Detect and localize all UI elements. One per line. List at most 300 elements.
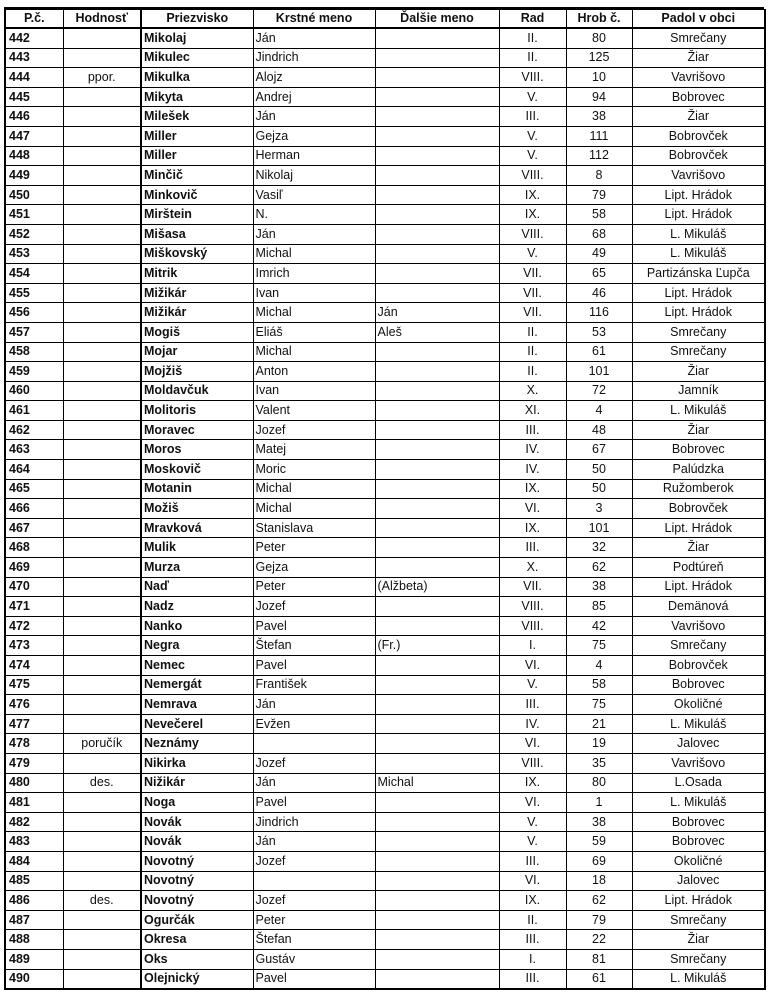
cell-other-name <box>375 616 499 636</box>
cell-row-number: IX. <box>499 891 566 911</box>
cell-village: Lipt. Hrádok <box>632 891 765 911</box>
cell-other-name <box>375 518 499 538</box>
cell-pc: 479 <box>5 753 63 773</box>
cell-other-name <box>375 264 499 284</box>
table-row <box>5 401 765 421</box>
header-first-name: Krstné meno <box>253 10 375 29</box>
table-row <box>5 68 765 88</box>
cell-village: Jalovec <box>632 734 765 754</box>
cell-row-number: VII. <box>499 283 566 303</box>
cell-first-name: Moric <box>253 460 375 480</box>
cell-rank <box>63 48 141 68</box>
cell-first-name: Michal <box>253 303 375 323</box>
cell-pc: 485 <box>5 871 63 891</box>
cell-rank <box>63 871 141 891</box>
cell-grave-number: 42 <box>566 616 632 636</box>
cell-village: Žiar <box>632 420 765 440</box>
cell-pc: 457 <box>5 322 63 342</box>
cell-village: Palúdzka <box>632 460 765 480</box>
table-row <box>5 616 765 636</box>
cell-grave-number: 81 <box>566 949 632 969</box>
cell-village: L. Mikuláš <box>632 401 765 421</box>
cell-surname: Ogurčák <box>141 910 253 930</box>
table-row <box>5 303 765 323</box>
cell-surname: Mikyta <box>141 87 253 107</box>
cell-rank <box>63 342 141 362</box>
cell-rank <box>63 518 141 538</box>
header-grave-number: Hrob č. <box>566 10 632 29</box>
cell-row-number: V. <box>499 126 566 146</box>
table-row <box>5 812 765 832</box>
cell-village: Jamník <box>632 381 765 401</box>
cell-pc: 472 <box>5 616 63 636</box>
cell-grave-number: 61 <box>566 969 632 989</box>
cell-rank <box>63 264 141 284</box>
cell-first-name: Michal <box>253 342 375 362</box>
table-row <box>5 362 765 382</box>
cell-pc: 444 <box>5 68 63 88</box>
cell-other-name <box>375 87 499 107</box>
cell-village: L. Mikuláš <box>632 969 765 989</box>
cell-first-name: Jindrich <box>253 812 375 832</box>
cell-village: Okoličné <box>632 851 765 871</box>
cell-village: Bobrovček <box>632 146 765 166</box>
cell-row-number: III. <box>499 420 566 440</box>
cell-first-name: Michal <box>253 479 375 499</box>
cell-other-name: Aleš <box>375 322 499 342</box>
cell-pc: 448 <box>5 146 63 166</box>
table-row <box>5 930 765 950</box>
cell-pc: 456 <box>5 303 63 323</box>
cell-village: Smrečany <box>632 636 765 656</box>
table-row <box>5 636 765 656</box>
cell-village: Žiar <box>632 538 765 558</box>
cell-pc: 486 <box>5 891 63 911</box>
grave-register-table <box>4 9 766 990</box>
table-row <box>5 969 765 989</box>
cell-rank <box>63 322 141 342</box>
cell-first-name: Gustáv <box>253 949 375 969</box>
cell-other-name <box>375 832 499 852</box>
cell-grave-number: 112 <box>566 146 632 166</box>
cell-rank: des. <box>63 891 141 911</box>
cell-village: Žiar <box>632 930 765 950</box>
cell-surname: Neznámy <box>141 734 253 754</box>
cell-other-name <box>375 420 499 440</box>
cell-surname: Okresa <box>141 930 253 950</box>
cell-other-name <box>375 479 499 499</box>
cell-village: Žiar <box>632 107 765 127</box>
cell-surname: Mitrik <box>141 264 253 284</box>
cell-village: Bobrovec <box>632 812 765 832</box>
table-row <box>5 851 765 871</box>
cell-first-name: Pavel <box>253 656 375 676</box>
table-row <box>5 224 765 244</box>
cell-grave-number: 94 <box>566 87 632 107</box>
cell-rank <box>63 499 141 519</box>
cell-pc: 477 <box>5 714 63 734</box>
cell-row-number: VI. <box>499 499 566 519</box>
cell-first-name: Eliáš <box>253 322 375 342</box>
cell-row-number: VI. <box>499 656 566 676</box>
cell-other-name: Ján <box>375 303 499 323</box>
cell-grave-number: 101 <box>566 518 632 538</box>
cell-pc: 459 <box>5 362 63 382</box>
cell-row-number: II. <box>499 910 566 930</box>
cell-row-number: III. <box>499 851 566 871</box>
cell-surname: Mulik <box>141 538 253 558</box>
cell-other-name <box>375 440 499 460</box>
cell-pc: 445 <box>5 87 63 107</box>
cell-first-name: Evžen <box>253 714 375 734</box>
cell-row-number: VI. <box>499 871 566 891</box>
cell-village: Vavrišovo <box>632 753 765 773</box>
cell-first-name <box>253 734 375 754</box>
table-row <box>5 244 765 264</box>
cell-rank <box>63 362 141 382</box>
cell-row-number: IX. <box>499 479 566 499</box>
table-row <box>5 87 765 107</box>
cell-row-number: IX. <box>499 773 566 793</box>
cell-surname: Mojžiš <box>141 362 253 382</box>
cell-rank <box>63 283 141 303</box>
table-row <box>5 773 765 793</box>
cell-other-name <box>375 753 499 773</box>
cell-rank <box>63 460 141 480</box>
cell-first-name: Ján <box>253 224 375 244</box>
cell-other-name <box>375 656 499 676</box>
cell-first-name: Jozef <box>253 597 375 617</box>
cell-surname: Moros <box>141 440 253 460</box>
cell-first-name <box>253 871 375 891</box>
cell-other-name <box>375 48 499 68</box>
cell-row-number: III. <box>499 969 566 989</box>
cell-pc: 443 <box>5 48 63 68</box>
table-row <box>5 264 765 284</box>
cell-row-number: IX. <box>499 205 566 225</box>
cell-first-name: Gejza <box>253 126 375 146</box>
cell-surname: Mirštein <box>141 205 253 225</box>
cell-row-number: IV. <box>499 714 566 734</box>
table-row <box>5 695 765 715</box>
cell-pc: 453 <box>5 244 63 264</box>
cell-other-name <box>375 283 499 303</box>
cell-other-name <box>375 244 499 264</box>
table-row <box>5 205 765 225</box>
cell-grave-number: 58 <box>566 205 632 225</box>
cell-pc: 484 <box>5 851 63 871</box>
table-row <box>5 753 765 773</box>
cell-village: Žiar <box>632 48 765 68</box>
cell-grave-number: 67 <box>566 440 632 460</box>
table-row <box>5 28 765 48</box>
cell-grave-number: 1 <box>566 793 632 813</box>
cell-first-name: N. <box>253 205 375 225</box>
cell-row-number: V. <box>499 146 566 166</box>
table-row <box>5 675 765 695</box>
cell-pc: 450 <box>5 185 63 205</box>
cell-other-name: (Fr.) <box>375 636 499 656</box>
cell-pc: 480 <box>5 773 63 793</box>
cell-row-number: V. <box>499 675 566 695</box>
cell-pc: 469 <box>5 558 63 578</box>
cell-rank <box>63 420 141 440</box>
cell-pc: 463 <box>5 440 63 460</box>
cell-row-number: V. <box>499 832 566 852</box>
table-row <box>5 107 765 127</box>
cell-row-number: VII. <box>499 577 566 597</box>
cell-first-name: Štefan <box>253 930 375 950</box>
cell-grave-number: 32 <box>566 538 632 558</box>
table-row <box>5 734 765 754</box>
cell-row-number: II. <box>499 322 566 342</box>
table-row <box>5 185 765 205</box>
cell-village: Smrečany <box>632 910 765 930</box>
cell-village: Lipt. Hrádok <box>632 283 765 303</box>
cell-surname: Minčič <box>141 166 253 186</box>
cell-other-name <box>375 734 499 754</box>
cell-surname: Nanko <box>141 616 253 636</box>
cell-rank <box>63 851 141 871</box>
cell-row-number: VIII. <box>499 753 566 773</box>
cell-first-name: Anton <box>253 362 375 382</box>
cell-village: Bobrovec <box>632 832 765 852</box>
table-row <box>5 48 765 68</box>
table-row <box>5 440 765 460</box>
cell-rank <box>63 28 141 48</box>
cell-village: L. Mikuláš <box>632 793 765 813</box>
cell-surname: Miškovský <box>141 244 253 264</box>
cell-grave-number: 59 <box>566 832 632 852</box>
cell-surname: Nemec <box>141 656 253 676</box>
cell-rank <box>63 695 141 715</box>
cell-row-number: V. <box>499 244 566 264</box>
cell-grave-number: 38 <box>566 107 632 127</box>
cell-first-name: Jozef <box>253 420 375 440</box>
cell-pc: 460 <box>5 381 63 401</box>
cell-first-name: Ján <box>253 695 375 715</box>
cell-surname: Murza <box>141 558 253 578</box>
cell-surname: Nižikár <box>141 773 253 793</box>
cell-village: Bobrovček <box>632 656 765 676</box>
cell-rank <box>63 636 141 656</box>
cell-surname: Nemrava <box>141 695 253 715</box>
cell-first-name: Stanislava <box>253 518 375 538</box>
cell-rank <box>63 949 141 969</box>
cell-rank <box>63 303 141 323</box>
cell-rank <box>63 969 141 989</box>
cell-grave-number: 19 <box>566 734 632 754</box>
cell-surname: Mikulka <box>141 68 253 88</box>
cell-surname: Molitoris <box>141 401 253 421</box>
table-row <box>5 499 765 519</box>
cell-first-name: Štefan <box>253 636 375 656</box>
cell-pc: 488 <box>5 930 63 950</box>
cell-village: Demänová <box>632 597 765 617</box>
cell-village: Vavrišovo <box>632 166 765 186</box>
cell-surname: Negra <box>141 636 253 656</box>
cell-pc: 465 <box>5 479 63 499</box>
cell-rank <box>63 166 141 186</box>
header-rank: Hodnosť <box>63 10 141 29</box>
cell-village: Bobrovček <box>632 126 765 146</box>
table-row <box>5 793 765 813</box>
cell-grave-number: 68 <box>566 224 632 244</box>
cell-village: Smrečany <box>632 322 765 342</box>
cell-first-name: Jindrich <box>253 48 375 68</box>
cell-first-name: Peter <box>253 910 375 930</box>
cell-surname: Možiš <box>141 499 253 519</box>
cell-surname: Nikirka <box>141 753 253 773</box>
cell-grave-number: 80 <box>566 773 632 793</box>
cell-rank: ppor. <box>63 68 141 88</box>
cell-grave-number: 111 <box>566 126 632 146</box>
cell-rank <box>63 656 141 676</box>
cell-first-name: Vasiľ <box>253 185 375 205</box>
table-row <box>5 342 765 362</box>
cell-surname: Mižikár <box>141 303 253 323</box>
grave-register-sheet <box>4 7 764 990</box>
cell-grave-number: 8 <box>566 166 632 186</box>
table-row <box>5 479 765 499</box>
table-row <box>5 460 765 480</box>
header-row <box>5 10 765 29</box>
cell-rank <box>63 87 141 107</box>
cell-surname: Motanin <box>141 479 253 499</box>
table-row <box>5 322 765 342</box>
cell-surname: Mikulec <box>141 48 253 68</box>
cell-other-name <box>375 675 499 695</box>
cell-village: Okoličné <box>632 695 765 715</box>
cell-rank <box>63 440 141 460</box>
cell-other-name <box>375 205 499 225</box>
cell-village: Žiar <box>632 362 765 382</box>
cell-other-name <box>375 401 499 421</box>
cell-pc: 489 <box>5 949 63 969</box>
cell-first-name: Jozef <box>253 753 375 773</box>
cell-pc: 483 <box>5 832 63 852</box>
cell-row-number: III. <box>499 107 566 127</box>
table-row <box>5 714 765 734</box>
cell-first-name: Jozef <box>253 891 375 911</box>
cell-surname: Novák <box>141 832 253 852</box>
cell-other-name <box>375 460 499 480</box>
cell-pc: 462 <box>5 420 63 440</box>
cell-first-name: Imrich <box>253 264 375 284</box>
table-row <box>5 283 765 303</box>
cell-pc: 475 <box>5 675 63 695</box>
cell-surname: Moskovič <box>141 460 253 480</box>
cell-pc: 468 <box>5 538 63 558</box>
cell-pc: 482 <box>5 812 63 832</box>
cell-grave-number: 3 <box>566 499 632 519</box>
cell-surname: Moldavčuk <box>141 381 253 401</box>
cell-first-name: Michal <box>253 499 375 519</box>
cell-row-number: III. <box>499 930 566 950</box>
cell-first-name: František <box>253 675 375 695</box>
cell-village: Lipt. Hrádok <box>632 518 765 538</box>
cell-other-name <box>375 224 499 244</box>
cell-first-name: Ivan <box>253 381 375 401</box>
cell-first-name: Ján <box>253 773 375 793</box>
cell-surname: Mišasa <box>141 224 253 244</box>
cell-rank <box>63 930 141 950</box>
table-row <box>5 166 765 186</box>
cell-first-name: Michal <box>253 244 375 264</box>
cell-row-number: VI. <box>499 734 566 754</box>
cell-pc: 476 <box>5 695 63 715</box>
cell-grave-number: 46 <box>566 283 632 303</box>
cell-row-number: IV. <box>499 460 566 480</box>
cell-village: Smrečany <box>632 949 765 969</box>
cell-rank <box>63 812 141 832</box>
cell-pc: 455 <box>5 283 63 303</box>
cell-grave-number: 4 <box>566 656 632 676</box>
cell-row-number: II. <box>499 48 566 68</box>
cell-grave-number: 4 <box>566 401 632 421</box>
cell-pc: 467 <box>5 518 63 538</box>
cell-village: Lipt. Hrádok <box>632 303 765 323</box>
cell-rank: des. <box>63 773 141 793</box>
table-row <box>5 910 765 930</box>
cell-rank: poručík <box>63 734 141 754</box>
cell-pc: 446 <box>5 107 63 127</box>
cell-other-name <box>375 597 499 617</box>
cell-surname: Mižikár <box>141 283 253 303</box>
header-surname: Priezvisko <box>141 10 253 29</box>
cell-grave-number: 35 <box>566 753 632 773</box>
cell-village: Smrečany <box>632 28 765 48</box>
cell-rank <box>63 185 141 205</box>
cell-grave-number: 48 <box>566 420 632 440</box>
cell-row-number: VIII. <box>499 597 566 617</box>
cell-row-number: VIII. <box>499 166 566 186</box>
cell-grave-number: 79 <box>566 185 632 205</box>
cell-rank <box>63 401 141 421</box>
cell-pc: 458 <box>5 342 63 362</box>
cell-rank <box>63 675 141 695</box>
header-other-name: Ďalšie meno <box>375 10 499 29</box>
cell-rank <box>63 107 141 127</box>
cell-row-number: I. <box>499 636 566 656</box>
cell-rank <box>63 753 141 773</box>
cell-row-number: VIII. <box>499 616 566 636</box>
cell-rank <box>63 577 141 597</box>
cell-other-name <box>375 851 499 871</box>
table-row <box>5 871 765 891</box>
cell-grave-number: 38 <box>566 577 632 597</box>
cell-other-name <box>375 871 499 891</box>
cell-first-name: Valent <box>253 401 375 421</box>
cell-first-name: Matej <box>253 440 375 460</box>
cell-first-name: Nikolaj <box>253 166 375 186</box>
cell-surname: Nadz <box>141 597 253 617</box>
cell-surname: Mravková <box>141 518 253 538</box>
cell-other-name <box>375 166 499 186</box>
cell-rank <box>63 910 141 930</box>
cell-pc: 464 <box>5 460 63 480</box>
cell-row-number: IX. <box>499 518 566 538</box>
cell-village: Lipt. Hrádok <box>632 205 765 225</box>
cell-grave-number: 21 <box>566 714 632 734</box>
cell-surname: Oks <box>141 949 253 969</box>
cell-row-number: XI. <box>499 401 566 421</box>
cell-surname: Noga <box>141 793 253 813</box>
cell-pc: 447 <box>5 126 63 146</box>
cell-other-name <box>375 538 499 558</box>
cell-grave-number: 75 <box>566 636 632 656</box>
cell-first-name: Ján <box>253 107 375 127</box>
